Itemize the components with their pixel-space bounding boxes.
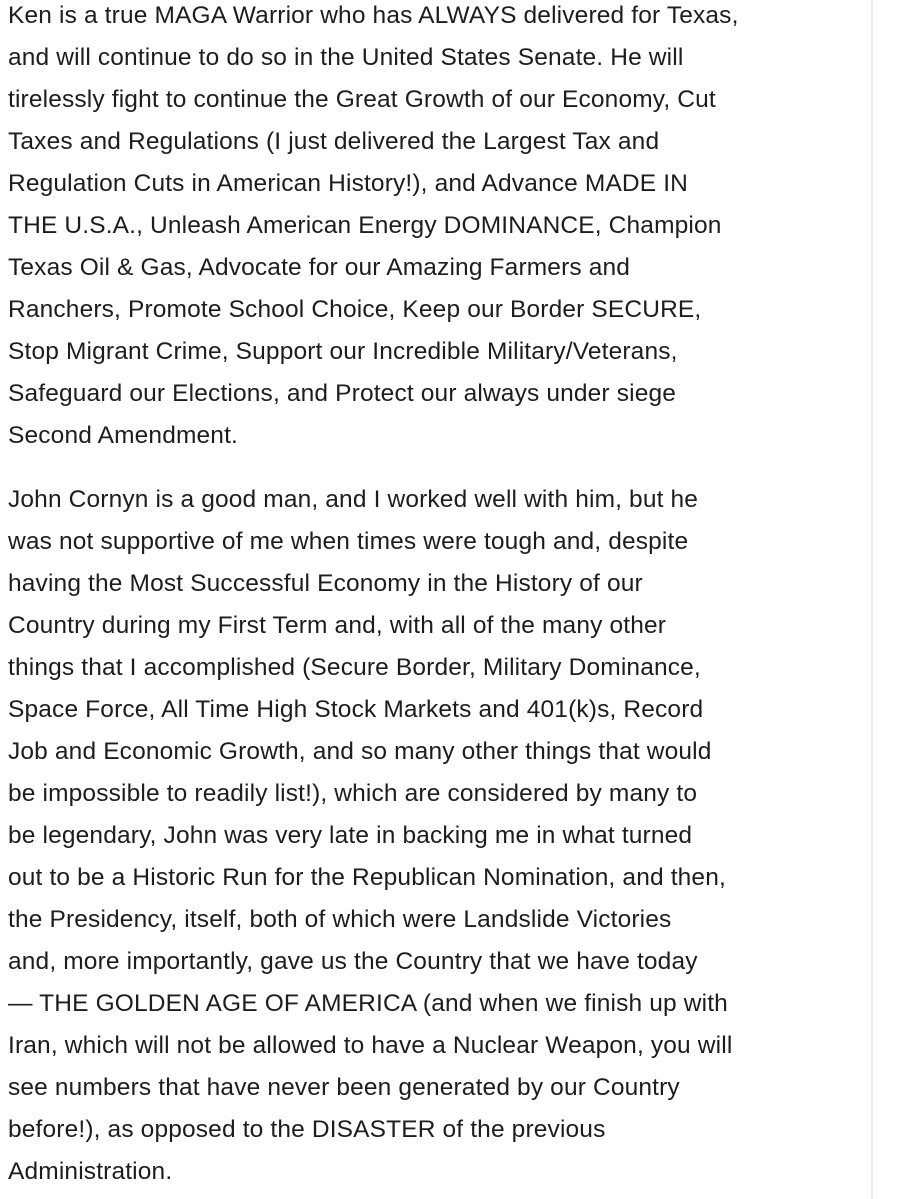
text-line: was not supportive of me when times were tough and, despite bbox=[8, 528, 689, 555]
text-line: things that I accomplished (Secure Border, Military Dominance, bbox=[8, 654, 701, 681]
text-line: tirelessly fight to continue the Great Growth of our Economy, Cut bbox=[8, 86, 716, 113]
text-line: be impossible to readily list!), which are considered by many to bbox=[8, 780, 698, 807]
text-line: Safeguard our Elections, and Protect our always under siege bbox=[8, 380, 677, 407]
text-line: before!), as opposed to the DISASTER of the previous bbox=[8, 1116, 606, 1143]
paragraph-endorsement bbox=[8, 0, 868, 457]
text-line: THE U.S.A., Unleash American Energy DOMINANCE, Champion bbox=[8, 212, 722, 239]
paragraph-cornyn bbox=[8, 479, 868, 1193]
text-line: having the Most Successful Economy in the History of our bbox=[8, 570, 643, 597]
text-line: Iran, which will not be allowed to have a Nuclear Weapon, you will bbox=[8, 1032, 733, 1059]
text-line: — THE GOLDEN AGE OF AMERICA (and when we finish up with bbox=[8, 990, 728, 1017]
text-line: Job and Economic Growth, and so many other things that would bbox=[8, 738, 712, 765]
text-line: Country during my First Term and, with all of the many other bbox=[8, 612, 667, 639]
text-line: Second Amendment. bbox=[8, 422, 239, 449]
text-line: Texas Oil & Gas, Advocate for our Amazing Farmers and bbox=[8, 254, 631, 281]
text-line: Ranchers, Promote School Choice, Keep our Border SECURE, bbox=[8, 296, 702, 323]
text-line: Regulation Cuts in American History!), and Advance MADE IN bbox=[8, 170, 689, 197]
text-line: Taxes and Regulations (I just delivered the Largest Tax and bbox=[8, 128, 660, 155]
text-line: see numbers that have never been generated by our Country bbox=[8, 1074, 680, 1101]
text-line: John Cornyn is a good man, and I worked well with him, but he bbox=[8, 486, 699, 513]
text-line: Stop Migrant Crime, Support our Incredible Military/Veterans, bbox=[8, 338, 678, 365]
text-line: out to be a Historic Run for the Republican Nomination, and then, bbox=[8, 864, 726, 891]
right-gutter bbox=[873, 0, 918, 1199]
text-line: Administration. bbox=[8, 1158, 173, 1185]
text-line: Ken is a true MAGA Warrior who has ALWAYS delivered for Texas, bbox=[8, 2, 739, 29]
text-line: and, more importantly, gave us the Country that we have today bbox=[8, 948, 698, 975]
text-line: Space Force, All Time High Stock Markets and 401(k)s, Record bbox=[8, 696, 704, 723]
post-text-body bbox=[8, 0, 868, 1199]
text-line: and will continue to do so in the United States Senate. He will bbox=[8, 44, 684, 71]
text-line: be legendary, John was very late in backing me in what turned bbox=[8, 822, 693, 849]
text-line: the Presidency, itself, both of which were Landslide Victories bbox=[8, 906, 672, 933]
